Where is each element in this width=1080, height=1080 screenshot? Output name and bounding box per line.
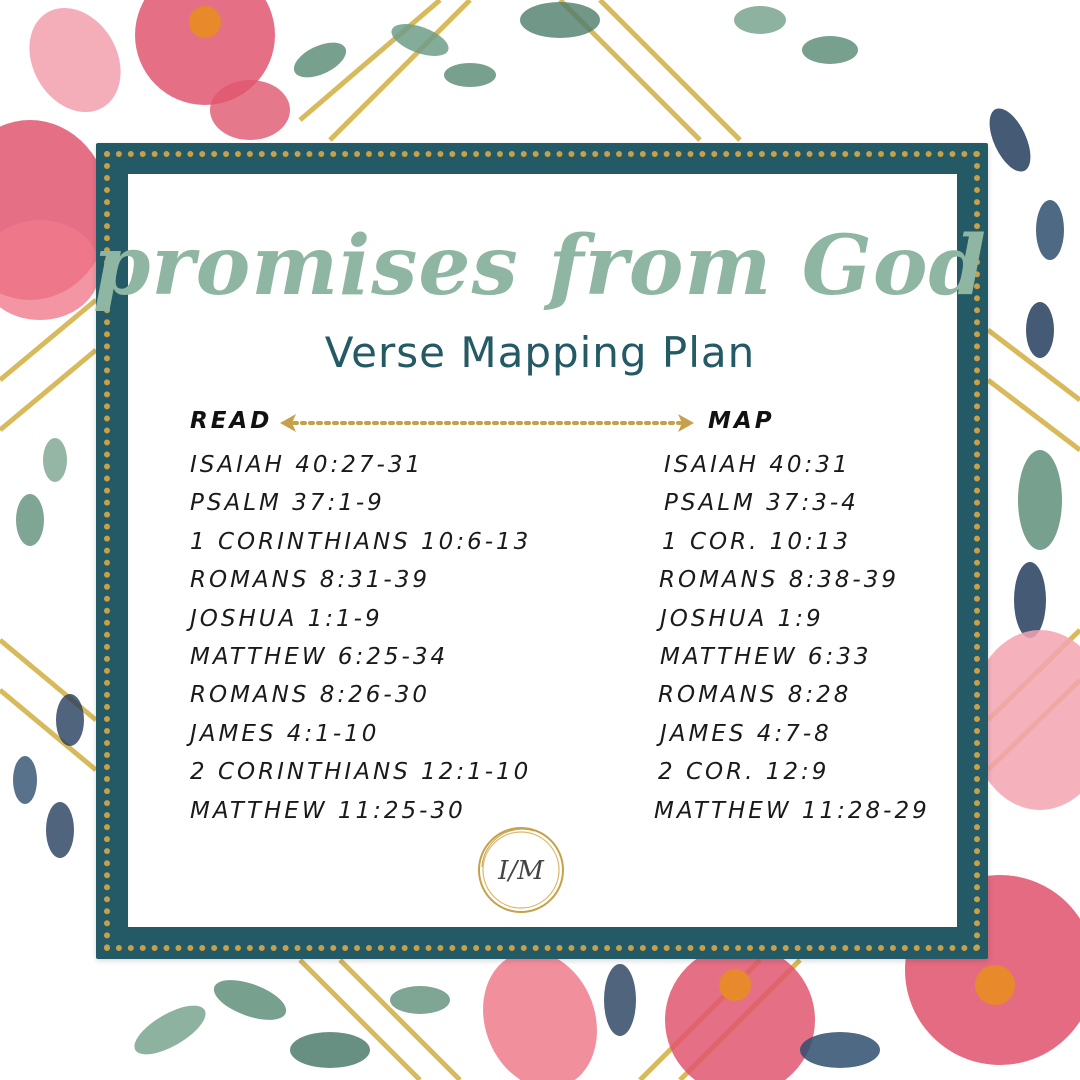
read-item: ROMANS 8:26-30: [190, 682, 430, 709]
monogram-logo-icon: [474, 823, 568, 917]
double-arrow-icon: [278, 411, 696, 435]
map-header: MAP: [708, 408, 775, 434]
page-title: promises from God: [93, 218, 987, 314]
monogram-text: I/M: [498, 856, 544, 886]
read-item: MATTHEW 11:25-30: [190, 797, 466, 824]
map-item: 2 COR. 12:9: [658, 759, 830, 786]
map-list: [654, 446, 930, 830]
map-item: PSALM 37:3-4: [664, 490, 859, 517]
map-item: 1 COR. 10:13: [662, 528, 851, 555]
read-item: JOSHUA 1:1-9: [190, 605, 383, 632]
read-item: 1 CORINTHIANS 10:6-13: [190, 528, 532, 555]
read-list: [190, 446, 531, 830]
page-subtitle: Verse Mapping Plan: [324, 328, 756, 377]
map-item: MATTHEW 6:33: [660, 643, 872, 670]
read-header: READ: [190, 408, 273, 434]
map-item: ROMANS 8:28: [658, 682, 852, 709]
read-item: PSALM 37:1-9: [190, 490, 385, 517]
read-item: 2 CORINTHIANS 12:1-10: [190, 759, 532, 786]
read-item: ISAIAH 40:27-31: [190, 452, 424, 478]
read-item: JAMES 4:1-10: [190, 720, 380, 747]
map-item: JOSHUA 1:9: [660, 605, 824, 632]
map-item: MATTHEW 11:28-29: [654, 797, 930, 824]
map-item: ROMANS 8:38-39: [659, 567, 899, 594]
map-item: ISAIAH 40:31: [664, 452, 851, 478]
map-item: JAMES 4:7-8: [660, 720, 832, 747]
read-item: ROMANS 8:31-39: [190, 567, 430, 594]
read-item: MATTHEW 6:25-34: [190, 643, 449, 670]
